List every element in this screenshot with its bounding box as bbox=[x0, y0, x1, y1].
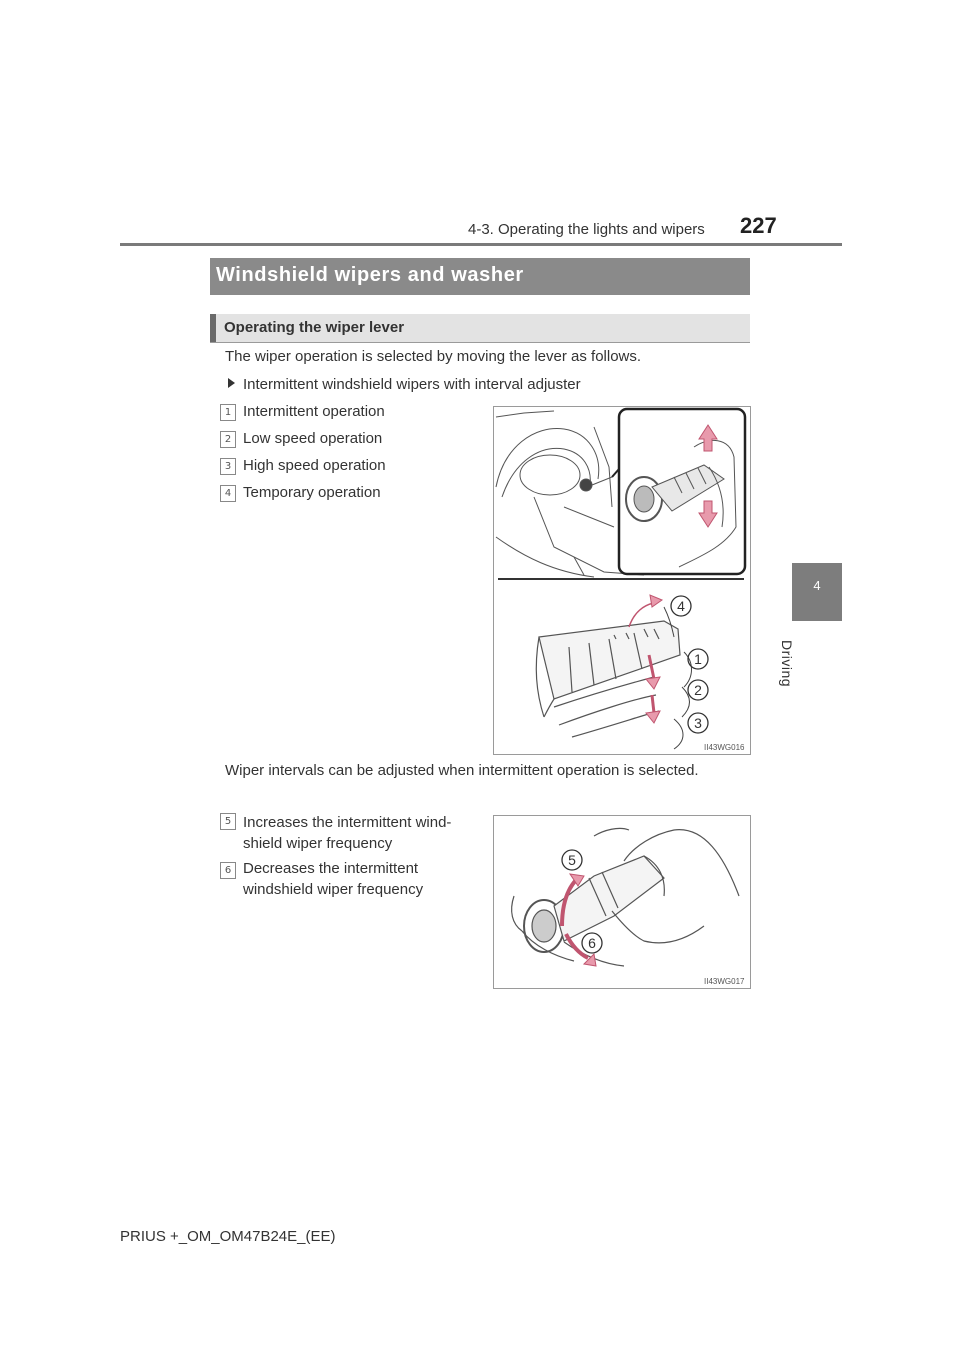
bullet-item bbox=[228, 374, 581, 395]
bullet-triangle-icon bbox=[228, 378, 235, 388]
callout-2: 2 bbox=[694, 682, 702, 698]
subsection-title: Operating the wiper lever bbox=[224, 319, 405, 336]
item-number-2: 2 bbox=[220, 431, 236, 448]
document-footer: PRIUS +_OM_OM47B24E_(EE) bbox=[120, 1228, 336, 1245]
item-number-4: 4 bbox=[220, 485, 236, 502]
item-number-5: 5 bbox=[220, 813, 236, 830]
interval-adjuster-illustration bbox=[494, 816, 750, 988]
section-header: 4-3. Operating the lights and wipers bbox=[468, 221, 705, 238]
item-label-5: Increases the intermittent wind- shield wiper frequency bbox=[243, 814, 452, 852]
page-number: 227 bbox=[740, 213, 777, 238]
callout-6: 6 bbox=[588, 935, 596, 951]
item-number-6: 6 bbox=[220, 862, 236, 879]
callout-3: 3 bbox=[694, 715, 702, 731]
item-label-2: Low speed operation bbox=[243, 430, 383, 447]
figure-code-2: II43WG017 bbox=[704, 977, 745, 986]
item-6-line-1: Decreases the intermittent bbox=[243, 860, 419, 877]
item-label-3: High speed operation bbox=[243, 457, 386, 474]
subsection-rule bbox=[210, 342, 750, 343]
item-number-3: 3 bbox=[220, 458, 236, 475]
item-label-6: Decreases the intermittent windshield wiper frequency bbox=[243, 858, 505, 900]
chapter-number: 4 bbox=[813, 578, 821, 593]
wiper-lever-illustration bbox=[494, 407, 750, 754]
figure-code-1: II43WG016 bbox=[704, 743, 745, 752]
adjust-paragraph: Wiper intervals can be adjusted when intermittent operation is selected. bbox=[225, 762, 699, 779]
chapter-label: Driving bbox=[779, 640, 795, 688]
item-number-1: 1 bbox=[220, 404, 236, 421]
wiper-lever-figure bbox=[493, 406, 751, 755]
callout-5: 5 bbox=[568, 852, 576, 868]
header-rule bbox=[120, 243, 842, 246]
interval-adjuster-figure bbox=[493, 815, 751, 989]
item-label-1: Intermittent operation bbox=[243, 403, 385, 420]
bullet-text: Intermittent windshield wipers with interval adjuster bbox=[243, 376, 581, 393]
intro-paragraph: The wiper operation is selected by moving the lever as follows. bbox=[225, 348, 642, 365]
subsection-accent bbox=[210, 314, 216, 342]
callout-1: 1 bbox=[694, 651, 702, 667]
section-title: Windshield wipers and washer bbox=[216, 264, 524, 286]
callout-4: 4 bbox=[677, 598, 685, 614]
item-label-4: Temporary operation bbox=[243, 484, 381, 501]
